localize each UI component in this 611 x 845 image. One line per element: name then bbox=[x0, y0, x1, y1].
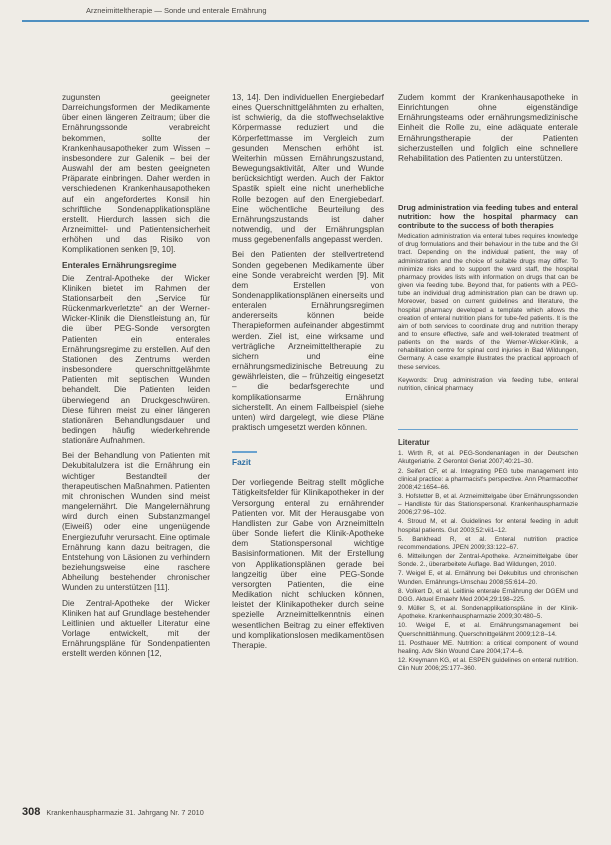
section-heading: Enterales Ernährungsregime bbox=[62, 259, 177, 270]
reference-item: 5. Bankhead R, et al. Enteral nutrition practice recommendations. JPEN 2009;33:122–67. bbox=[398, 535, 578, 551]
paragraph: Bei den Patienten der stellvertretend Sonden gegebenen Medikamente über eine Sonde verabreicht werden [9]. Mit dem Erstellen von Sondenapplikationsplänen einerseits und enteralen Ernährungsregimen andererseits können beide Therapieformen aufeinander abgestimmt werden. Ziel ist, eine wirksame und verträgliche Arzneimitteltherapie zu sichern und eine ernährungsmedizinische Betreuung zu gewährleisten, die – frühzeitig eingesetzt – die bedarfsgerechte und komplikationsarme Ernährung sicherstellt. An einem Fallbeispiel (siehe unten) wird dargelegt, wie diese Pläne praktisch umgesetzt werden können. bbox=[232, 249, 384, 432]
column-1 bbox=[62, 92, 210, 663]
reference-item: 8. Volkert D, et al. Leitlinie enterale Ernährung der DGEM und DGG. Aktuel Ernaehr Med 2004;29:198–225. bbox=[398, 587, 578, 603]
running-header bbox=[22, 4, 589, 22]
paragraph: Der vorliegende Beitrag stellt mögliche Tätigkeitsfelder für Klinikapotheker in der Versorgung enteral zu ernährender Patienten vor. Mit der Herausgabe von Handlisten zur Gabe von Arzneimitteln über Sonde liefert die Klinik-Apotheke dem Stationspersonal wichtige Basisinformationen. Mit der Erstellung von Applikationsplänen gerade bei langzeitig über eine PEG-Sonde versorgten Patienten, die eine Medikation nicht schlucken können, leistet der Klinikapotheker durch seine spezielle Arzneimittelkenntnis einen wesentlichen Beitrag zu einer effektiven und komplikationslosen medikamentösen Therapie. bbox=[232, 477, 384, 650]
reference-item: 7. Weigel E, et al. Ernährung bei Dekubitus und chronischen Wunden. Ernährungs-Umschau 2008;55:614–20. bbox=[398, 570, 578, 586]
column-2 bbox=[232, 92, 384, 655]
reference-item: 3. Hofstetter B, et al. Arzneimittelgabe über Ernährungssonden – Handliste für das Stationspersonal. Krankenhauspharmazie 2006;27:96–102. bbox=[398, 493, 578, 517]
journal-citation: Krankenhauspharmazie 31. Jahrgang Nr. 7 2010 bbox=[46, 808, 204, 817]
reference-item: 1. Wirth R, et al. PEG-Sondenanlagen in der Deutschen Akutgeriatrie. Z Gerontol Geriat 2007;40:21–30. bbox=[398, 450, 578, 466]
reference-item: 4. Stroud M, et al. Guidelines for enteral feeding in adult hospital patients. Gut 2003;52:vii1–12. bbox=[398, 518, 578, 534]
reference-item: 10. Weigel E, et al. Ernährungsmanagement bei Querschnittlähmung. Querschnittgelähmt 2009;12:8–14. bbox=[398, 622, 578, 638]
keywords: Keywords: Drug administration via feeding tube, enteral nutrition, clinical pharmacy bbox=[398, 376, 578, 392]
page-number: 308 bbox=[22, 806, 41, 818]
page-footer bbox=[22, 806, 204, 818]
reference-item: 12. Kreymann KG, et al. ESPEN guidelines on enteral nutrition. Clin Nutr 2006;25:177–360. bbox=[398, 656, 578, 673]
paragraph: 13, 14]. Den individuellen Energiebedarf eines Querschnittgelähmten zu erhalten, ist schwierig, da die stoffwechselaktive Körpermasse reduziert und die Körperfettmasse im Vergleich zum gesunden Menschen erhöht ist. Weiterhin müssen Ernährungszustand, Bewegungsaktivität, Alter und Wunde berücksichtigt werden. Auch der Faktor Spastik spielt eine nicht unerhebliche Rolle bezogen auf den Energiebedarf. Eine wöchentliche Beurteilung des Ernährungszustands ist daher notwendig, und der Ernährungsplan muss gegebenenfalls angepasst werden. bbox=[232, 92, 384, 245]
running-title: Arzneimitteltherapie — Sonde und enterale Ernährung bbox=[86, 6, 267, 15]
english-abstract: Medication administration via enteral tubes requires knowledge of drug formulations and their behaviour in the tube and the GI tract. Depending on the individual patient, the way of administration and the choice of suitable drugs may differ. To minimize risks and to support the ward staff, the hospital pharmacy provides lists with information on drugs that can be given via feeding tube. Beyond that, for patients with a PEG-tube an individual drug administration plan can be drawn up. Moreover, based on current guidelines and literature, the hospital pharmacy developed a template which allows the creation of enteral nutrition plans for tube-fed patients. It is the aim of both services to coordinate drug and nutrition therapy and to ensure effective, safe and well-tolerated treatment of patients on the wards of the Werner-Wicker-Klinik, a rehabilitation centre for spinal cord injuries in Bad Wildungen, Germany. A case example illustrates the practical approach of these services. bbox=[398, 233, 578, 371]
reference-item: 9. Müller S, et al. Sondenapplikationspläne in der Klinik-Apotheke. Krankenhauspharmazie 2009;30:480–5. bbox=[398, 605, 578, 621]
column-3 bbox=[398, 92, 578, 674]
reference-item: 11. Posthauer ME. Nutrition: a critical component of wound healing. Adv Skin Wound Care 2004;17:4–6. bbox=[398, 639, 578, 655]
fazit-heading: Fazit bbox=[232, 451, 257, 469]
english-abstract-title: Drug administration via feeding tubes and enteral nutrition: how the hospital pharmacy can contribute to the success of both therapies bbox=[398, 203, 578, 231]
paragraph: Die Zentral-Apotheke der Wicker Kliniken bietet im Rahmen der Stationsarbeit den „Service für Rückenmarkverletzte“ an der Werner-Wicker-Klinik die Dienstleistung an, für die über PEG-Sonde versorgten Patienten ein enterales Ernährungsregime zu erstellen. Auf den Stationen des Zentrums werden insbesondere querschnittgelähmte Patienten mit septischen Wunden behandelt. Die Patienten leiden überwiegend an Druckgeschwüren. Diese führen meist zu einer längeren stationären Behandlungsdauer und bedingen häufig wiederkehrende stationäre Aufnahmen. bbox=[62, 272, 210, 446]
paragraph: Zudem kommt der Krankenhausapotheke in Einrichtungen ohne eigenständige Ernährungsteams oder ernährungsmedizinische Einheit die Rolle zu, eine adäquate enterale Ernährungstherapie der Patienten sicherzustellen und folglich eine schnellere Rehabilitation des Patienten zu unterstützen. bbox=[398, 92, 578, 163]
references-heading: Literatur bbox=[398, 429, 578, 448]
paragraph: Die Zentral-Apotheke der Wicker Kliniken hat auf Grundlage bestehender Leitlinien und aktueller Literatur eine Vorlage entwickelt, mit der Ernährungspläne für Sondenpatienten erstellt werden können [12, bbox=[62, 597, 210, 659]
references-list bbox=[398, 450, 578, 673]
reference-item: 6. Mitteilungen der Zentral-Apotheke. Arzneimittelgabe über Sonde. 2., überarbeitete Auflage. Bad Wildungen, 2010. bbox=[398, 553, 578, 569]
reference-item: 2. Seifert CF, et al. Integrating PEG tube management into clinical practice: a pharmacist's perspective. Ann Pharmacother 2008;42:1654–66. bbox=[398, 467, 578, 491]
paragraph: Bei der Behandlung von Patienten mit Dekubitalulzera ist die Ernährung ein wichtiger Bestandteil der therapeutischen Maßnahmen. Patienten mit chronischen Wunden sind meist mangelernährt. Die Mangelernährung wird durch einen Substanzmangel (Eiweiß) oder eine ungenügende Energiezufuhr verursacht. Eine optimale Ernährung kann dazu beitragen, die Entstehung von Läsionen zu verhindern beziehungsweise eine raschere Abheilung bestehender chronischer Wunden zu unterstützen [11]. bbox=[62, 450, 210, 593]
paragraph: zugunsten geeigneter Darreichungsformen der Medikamente über einen längeren Zeitraum; über die Ernährungssonde verabreicht bekommen, sollte der Krankenhausapotheker zum Wissen – insbesondere zur Galenik – bei der Auswahl der am besten geeigneten Präparate einbringen. Daher werden in verschiedenen Krankenhausapotheken auf ein angefordertes Konsil hin schriftliche Sondenapplikationspläne erstellt. Hierdurch lassen sich die Arzneimittel- und Patientensicherheit erhöhen und das Risiko von Komplikationen senken [9, 10]. bbox=[62, 92, 210, 255]
